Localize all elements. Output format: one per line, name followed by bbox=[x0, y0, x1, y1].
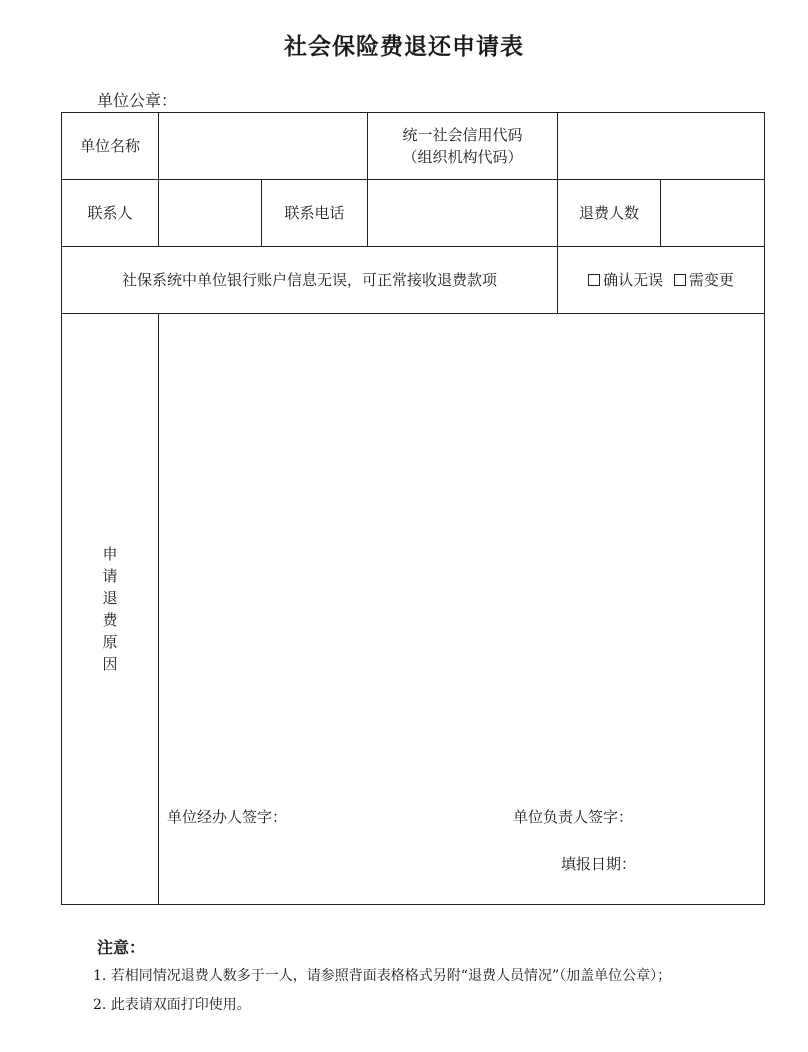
phone-field[interactable] bbox=[368, 180, 558, 247]
reason-label-char: 原 bbox=[102, 633, 118, 651]
row-contact-info bbox=[62, 180, 765, 247]
credit-code-label bbox=[368, 113, 558, 180]
reason-label-char: 费 bbox=[102, 611, 118, 629]
handler-signature-label: 单位经办人签字： bbox=[167, 808, 288, 826]
contact-field[interactable] bbox=[159, 180, 262, 247]
row-refund-reason bbox=[62, 314, 765, 905]
unit-name-label: 单位名称 bbox=[62, 113, 159, 180]
checkbox-confirm[interactable] bbox=[588, 274, 600, 286]
row-bank-confirmation bbox=[62, 247, 765, 314]
bank-info-statement: 社保系统中单位银行账户信息无误，可正常接收退费款项 bbox=[62, 247, 558, 314]
unit-name-field[interactable] bbox=[159, 113, 368, 180]
contact-label: 联系人 bbox=[62, 180, 159, 247]
option-confirm-label: 确认无误 bbox=[603, 271, 664, 289]
reason-label-char: 因 bbox=[102, 655, 118, 673]
reason-label-char: 退 bbox=[102, 589, 118, 607]
option-change-label: 需变更 bbox=[688, 271, 734, 289]
credit-code-label-line1: 统一社会信用代码 bbox=[402, 126, 523, 144]
reason-label-char: 申 bbox=[102, 545, 118, 563]
checkbox-change[interactable] bbox=[674, 274, 686, 286]
credit-code-label-line2: （组织机构代码） bbox=[402, 148, 523, 166]
fill-date-label: 填报日期： bbox=[561, 855, 637, 873]
refund-reason-label bbox=[62, 314, 159, 905]
reason-label-char: 请 bbox=[102, 567, 118, 585]
page-title: 社会保险费退还申请表 bbox=[284, 34, 524, 60]
notes-title: 注意： bbox=[97, 938, 146, 957]
refund-count-label: 退费人数 bbox=[558, 180, 661, 247]
refund-reason-field[interactable] bbox=[159, 314, 765, 905]
refund-application-form bbox=[61, 112, 765, 905]
unit-seal-label: 单位公章： bbox=[97, 91, 178, 110]
option-change[interactable] bbox=[674, 271, 734, 289]
bank-info-options bbox=[558, 247, 765, 314]
credit-code-field[interactable] bbox=[558, 113, 765, 180]
note-item-1: 1. 若相同情况退费人数多于一人，请参照背面表格格式另附“退费人员情况”（加盖单位公章）； bbox=[93, 968, 672, 984]
refund-count-field[interactable] bbox=[661, 180, 765, 247]
option-confirm[interactable] bbox=[588, 271, 663, 289]
row-unit-info bbox=[62, 113, 765, 180]
note-item-2: 2. 此表请双面打印使用。 bbox=[93, 997, 251, 1013]
head-signature-label: 单位负责人签字： bbox=[513, 808, 634, 826]
phone-label: 联系电话 bbox=[262, 180, 368, 247]
